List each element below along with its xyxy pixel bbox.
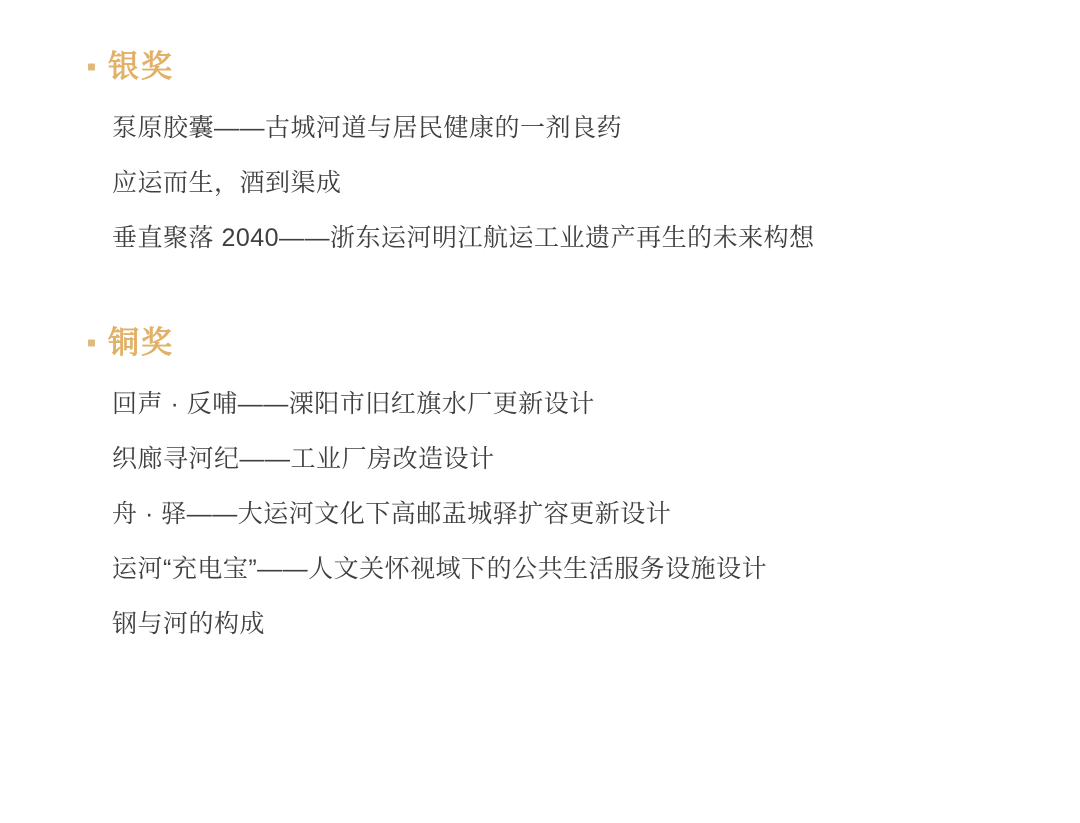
bullet-square-icon <box>88 63 95 70</box>
section-heading-silver <box>60 48 1020 85</box>
award-section-bronze <box>60 324 1020 652</box>
list-item: 泵原胶囊——古城河道与居民健康的一剂良药 <box>112 114 623 143</box>
list-item: 回声 · 反哺——溧阳市旧红旗水厂更新设计 <box>112 390 595 419</box>
list-item: 应运而生，酒到渠成 <box>112 169 342 198</box>
section-title-silver: 银奖 <box>108 49 174 84</box>
list-item: 舟 · 驿——大运河文化下高邮盂城驿扩容更新设计 <box>112 500 672 529</box>
entry-list-bronze <box>60 377 1020 652</box>
bullet-square-icon <box>88 339 95 346</box>
list-item: 织廊寻河纪——工业厂房改造设计 <box>112 445 495 474</box>
list-item: 运河“充电宝”——人文关怀视域下的公共生活服务设施设计 <box>112 555 768 584</box>
list-item: 钢与河的构成 <box>112 610 266 639</box>
section-title-bronze: 铜奖 <box>108 325 174 361</box>
entry-list-silver <box>60 101 1020 266</box>
list-item: 垂直聚落 2040——浙东运河明江航运工业遗产再生的未来构想 <box>112 224 815 253</box>
award-section-silver <box>60 48 1020 266</box>
section-heading-bronze <box>60 324 1020 361</box>
